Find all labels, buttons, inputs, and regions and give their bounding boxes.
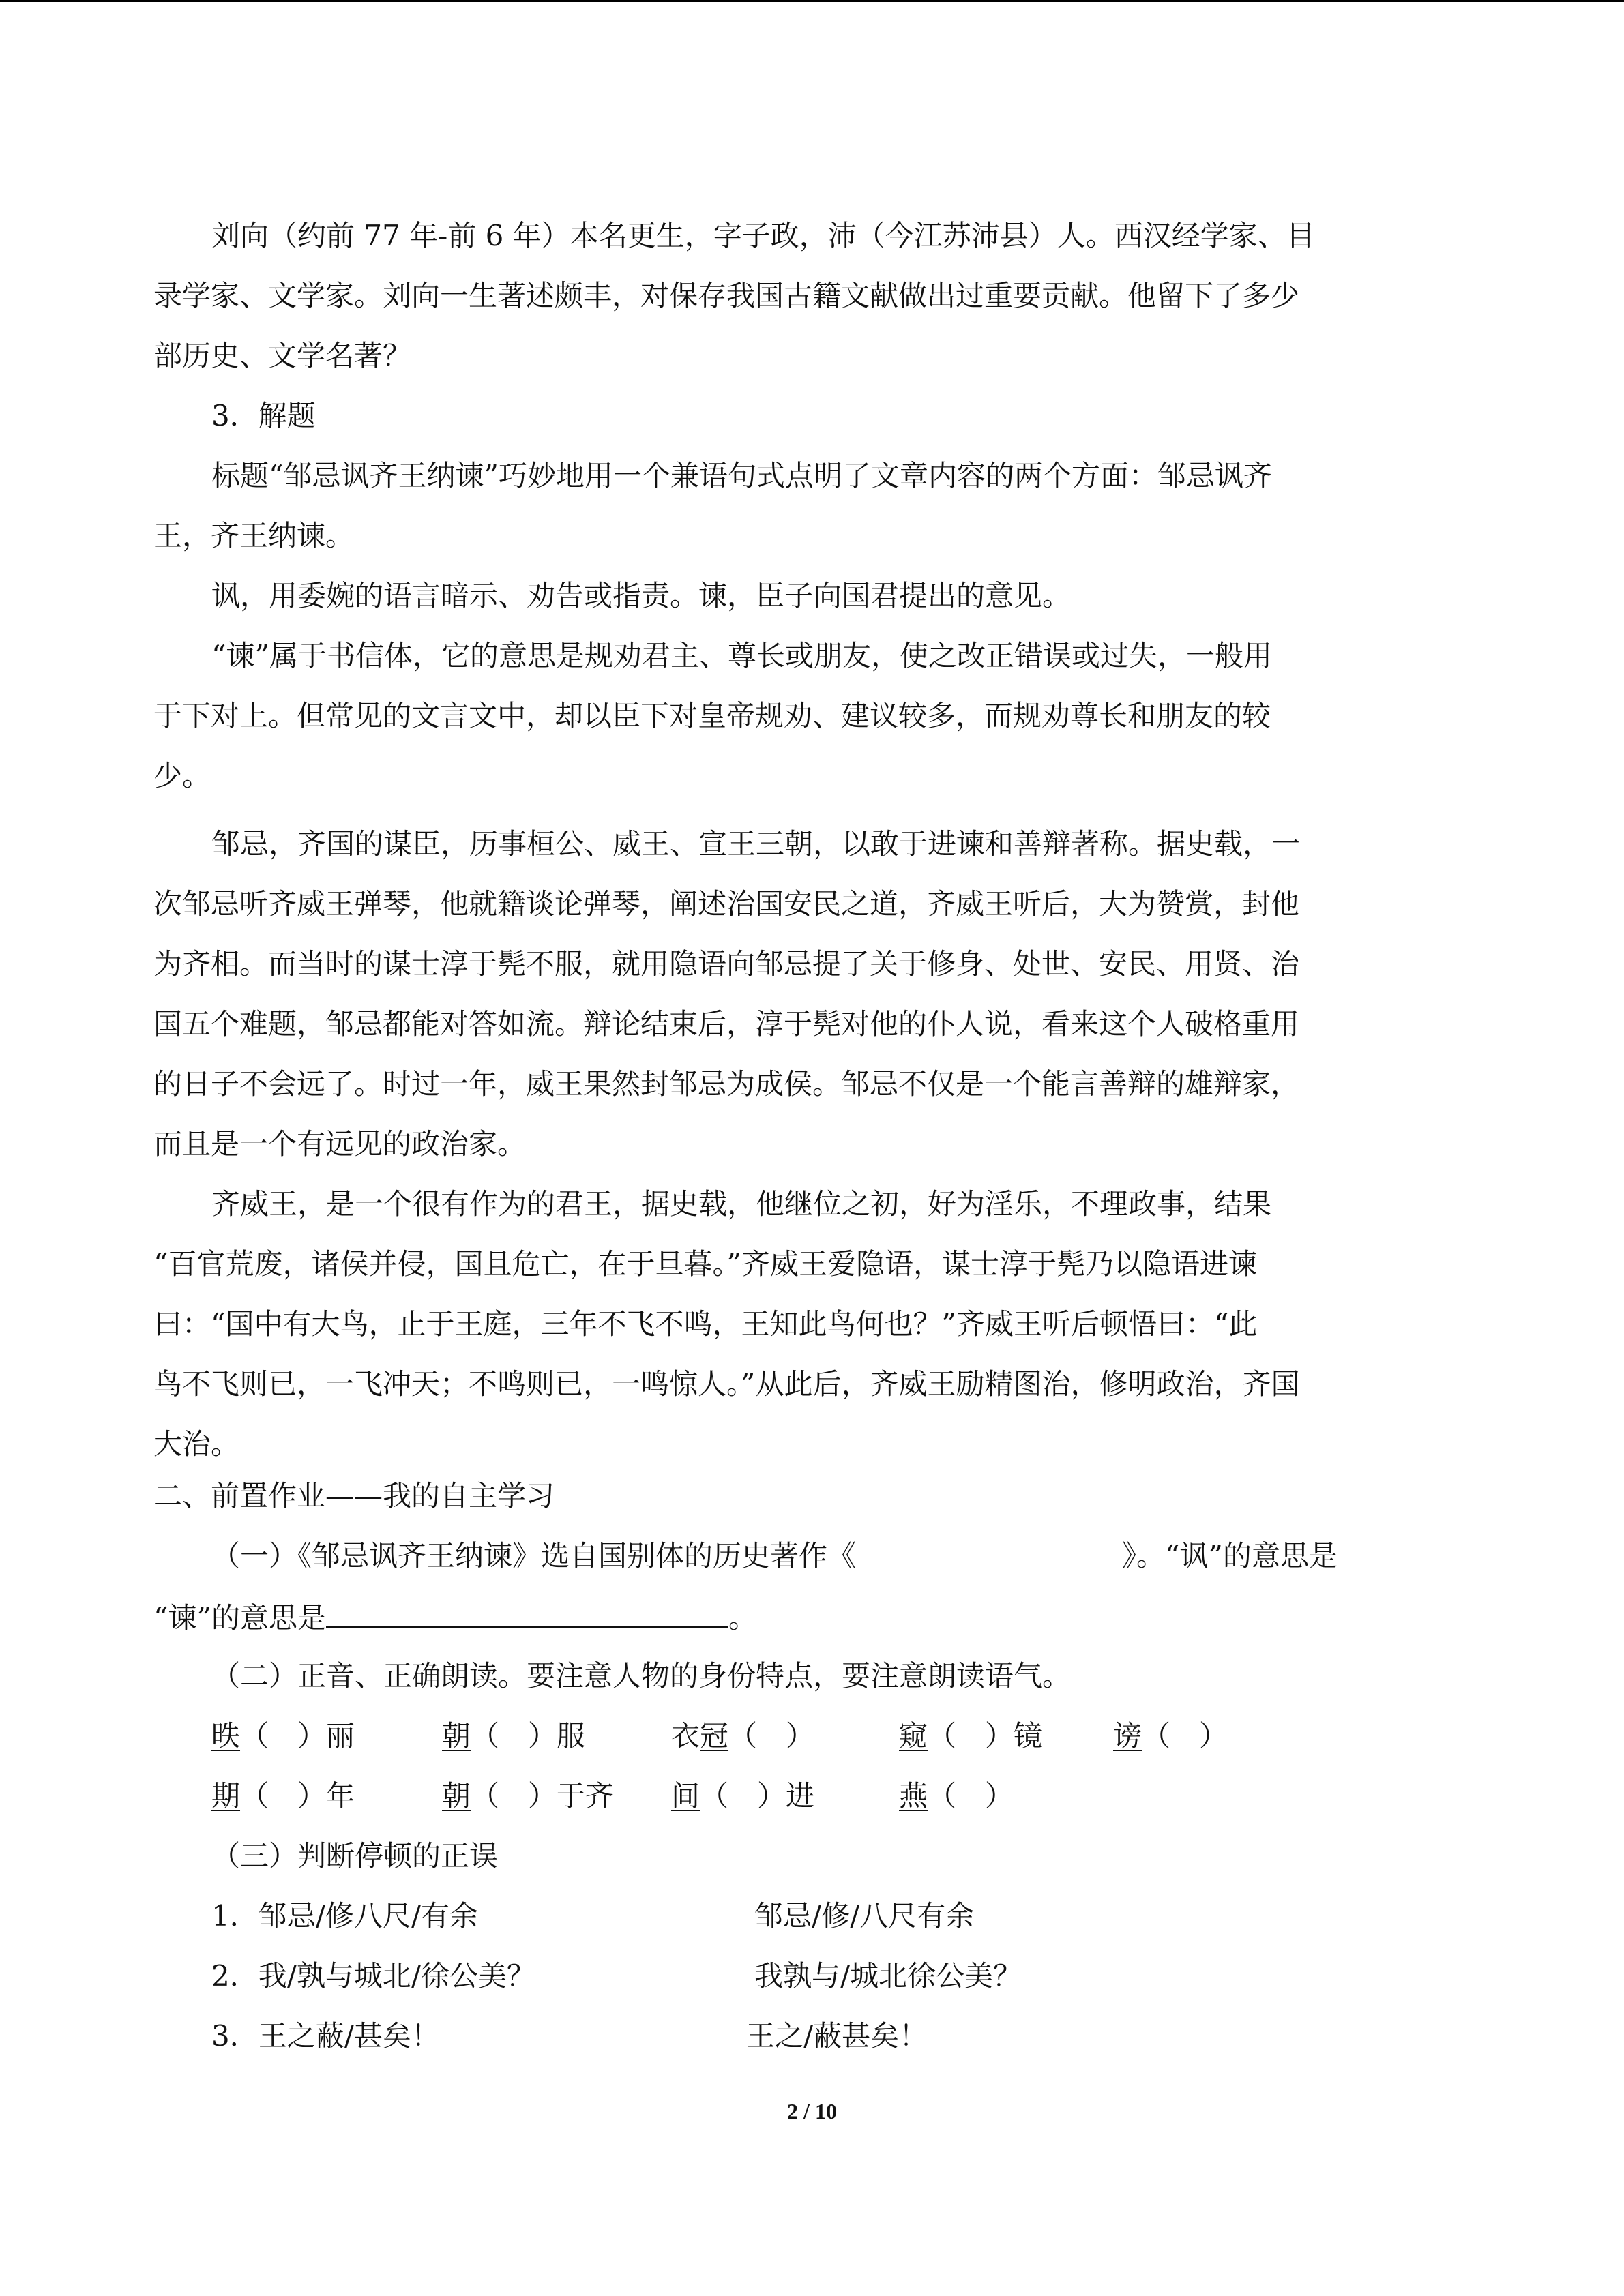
para-zouji-line-6: 而且是一个有远见的政治家。 bbox=[153, 1127, 527, 1161]
pinyin-blank[interactable]: （ ） bbox=[728, 1719, 815, 1753]
pinyin-blank[interactable]: （ ）年 bbox=[240, 1779, 355, 1813]
pinyin-blank[interactable]: （ ） bbox=[928, 1779, 1014, 1813]
pinyin-item bbox=[211, 1777, 355, 1815]
pinyin-blank[interactable]: （ ）进 bbox=[700, 1779, 815, 1813]
page-number: 2 / 10 bbox=[787, 2099, 837, 2123]
question-3: （三）判断停顿的正误 bbox=[211, 1839, 499, 1873]
para-zouji-line-3: 为齐相。而当时的谋士淳于髡不服，就用隐语向邹忌提了关于修身、处世、安民、用贤、治 bbox=[153, 947, 1300, 981]
target-char: 间 bbox=[671, 1779, 700, 1813]
pause-option-right[interactable]: 我孰与/城北徐公美？ bbox=[754, 1959, 1022, 1993]
pinyin-blank[interactable]: （ ）服 bbox=[471, 1719, 586, 1753]
para-liuxiang-line-2: 录学家、文学家。刘向一生著述颇丰，对保存我国古籍文献做出过重要贡献。他留下了多少 bbox=[153, 279, 1300, 312]
pinyin-item bbox=[671, 1717, 814, 1755]
pinyin-blank[interactable]: （ ）于齐 bbox=[471, 1779, 615, 1813]
target-char: 燕 bbox=[899, 1779, 928, 1813]
question-1-text-d: 。 bbox=[728, 1601, 757, 1635]
pause-option-right[interactable]: 王之/蔽甚矣！ bbox=[746, 2019, 928, 2053]
para-zouji-line-2: 次邹忌听齐威王弹琴，他就籍谈论弹琴，阐述治国安民之道，齐威王听后，大为赞赏，封他 bbox=[153, 887, 1300, 921]
section-2-heading: 二、前置作业——我的自主学习 bbox=[153, 1479, 555, 1512]
target-char: 朝 bbox=[442, 1719, 471, 1753]
para-liuxiang-line-3: 部历史、文学名著？ bbox=[153, 339, 412, 372]
pinyin-item bbox=[671, 1777, 814, 1815]
question-1-text-b: 》。“讽”的意思是 bbox=[1122, 1539, 1338, 1572]
question-1-text-a: （一）《邹忌讽齐王纳谏》选自国别体的历史著作《 bbox=[211, 1539, 857, 1572]
para-zouji-line-4: 国五个难题，邹忌都能对答如流。辩论结束后，淳于髡对他的仆人说，看来这个人破格重用 bbox=[153, 1007, 1300, 1041]
para-qiweiwang-line-1: 齐威王，是一个很有作为的君王，据史载，他继位之初，好为淫乐，不理政事，结果 bbox=[211, 1187, 1272, 1221]
para-zouji-line-5: 的日子不会远了。时过一年，威王果然封邹忌为成侯。邹忌不仅是一个能言善辩的雄辩家， bbox=[153, 1067, 1300, 1101]
target-char: 朝 bbox=[442, 1779, 471, 1813]
pause-option-left[interactable]: 1．邹忌/修八尺/有余 bbox=[211, 1899, 479, 1933]
pinyin-blank[interactable]: （ ）丽 bbox=[240, 1719, 355, 1753]
pause-option-left[interactable]: 2．我/孰与城北/徐公美？ bbox=[211, 1959, 536, 1993]
top-border bbox=[0, 0, 1624, 2]
pinyin-item bbox=[442, 1717, 585, 1755]
pinyin-item bbox=[899, 1777, 1014, 1815]
para-qiweiwang-line-5: 大治。 bbox=[153, 1427, 240, 1461]
para-jian-line-3: 少。 bbox=[153, 759, 211, 792]
pinyin-item bbox=[442, 1777, 614, 1815]
para-qiweiwang-line-3: 曰：“国中有大鸟，止于王庭，三年不飞不鸣，王知此鸟何也？”齐威王听后顿悟曰：“此 bbox=[153, 1307, 1258, 1341]
prefix-char: 衣 bbox=[671, 1719, 700, 1753]
pause-option-left[interactable]: 3．王之蔽/甚矣！ bbox=[211, 2019, 440, 2053]
section-3-heading: 3．解题 bbox=[211, 399, 316, 432]
pinyin-item bbox=[899, 1717, 1042, 1755]
para-title-line-1: 标题“邹忌讽齐王纳谏”巧妙地用一个兼语句式点明了文章内容的两个方面：邹忌讽齐 bbox=[211, 459, 1272, 492]
question-1-text-c: “谏”的意思是 bbox=[153, 1601, 326, 1635]
question-1-line-1 bbox=[211, 1537, 1338, 1575]
question-2: （二）正音、正确朗读。要注意人物的身份特点，要注意朗读语气。 bbox=[211, 1659, 1072, 1693]
target-char: 窥 bbox=[899, 1719, 928, 1753]
para-zouji-line-1: 邹忌，齐国的谋臣，历事桓公、威王、宣王三朝，以敢于进谏和善辩著称。据史载，一 bbox=[211, 827, 1301, 861]
pinyin-item bbox=[211, 1717, 355, 1755]
para-qiweiwang-line-4: 鸟不飞则已，一飞冲天；不鸣则已，一鸣惊人。”从此后，齐威王励精图治，修明政治，齐国 bbox=[153, 1367, 1300, 1401]
target-char: 昳 bbox=[211, 1719, 241, 1753]
target-char: 谤 bbox=[1113, 1719, 1142, 1753]
para-jian-line-1: “谏”属于书信体，它的意思是规劝君主、尊长或朋友，使之改正错误或过失，一般用 bbox=[211, 639, 1272, 672]
target-char: 冠 bbox=[700, 1719, 729, 1753]
target-char: 期 bbox=[211, 1779, 241, 1813]
pinyin-blank[interactable]: （ ） bbox=[1142, 1719, 1228, 1753]
question-1-line-2 bbox=[153, 1597, 757, 1637]
pause-option-right[interactable]: 邹忌/修/八尺有余 bbox=[754, 1899, 975, 1933]
para-title-line-2: 王，齐王纳谏。 bbox=[153, 519, 355, 552]
jian-meaning-blank[interactable] bbox=[326, 1597, 728, 1628]
para-jian-line-2: 于下对上。但常见的文言文中，却以臣下对皇帝规劝、建议较多，而规劝尊长和朋友的较 bbox=[153, 699, 1271, 732]
pinyin-item bbox=[1113, 1717, 1228, 1755]
para-qiweiwang-line-2: “百官荒废，诸侯并侵，国且危亡，在于旦暮。”齐威王爱隐语，谋士淳于髡乃以隐语进谏 bbox=[153, 1247, 1257, 1281]
para-feng-jian: 讽，用委婉的语言暗示、劝告或指责。谏，臣子向国君提出的意见。 bbox=[211, 579, 1072, 612]
para-liuxiang-line-1: 刘向（约前 77 年-前 6 年）本名更生，字子政，沛（今江苏沛县）人。西汉经学家、目 bbox=[211, 219, 1315, 252]
pinyin-blank[interactable]: （ ）镜 bbox=[928, 1719, 1043, 1753]
